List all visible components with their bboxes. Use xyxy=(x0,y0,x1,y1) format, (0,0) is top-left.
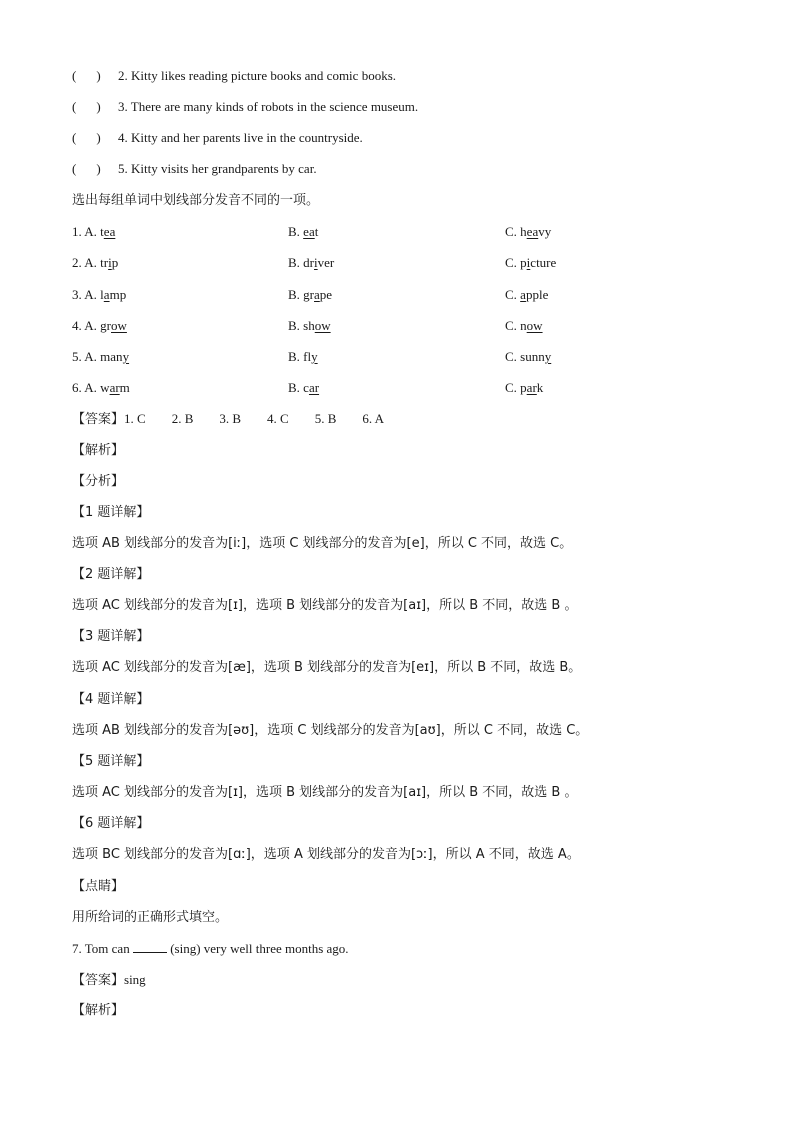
paren-left: ( xyxy=(72,99,77,114)
answer-item: 5. B xyxy=(314,411,337,426)
tf-item xyxy=(72,67,396,85)
tf-item xyxy=(72,98,418,116)
section-title-fill: 用所给词的正确形式填空。 xyxy=(72,910,229,925)
detail-text: 选项 AC 划线部分的发音为[æ]，选项 B 划线部分的发音为[eɪ]，所以 B 不同，故选 B。 xyxy=(72,660,582,675)
option-c: C. apple xyxy=(505,287,549,302)
underlined-part: y xyxy=(544,349,552,364)
detail-text: 选项 AC 划线部分的发音为[ɪ]，选项 B 划线部分的发音为[aɪ]，所以 B 不同，故选 B 。 xyxy=(72,598,578,613)
answer-item: 3. B xyxy=(219,411,242,426)
dianjing-heading: 【点睛】 xyxy=(72,879,125,894)
underlined-part: ea xyxy=(303,224,315,239)
option-c: C. heavy xyxy=(505,224,552,239)
detail-heading: 【6 题详解】 xyxy=(72,816,150,831)
option-a: 6. A. warm xyxy=(72,380,130,395)
answer-label: 【答案】 xyxy=(72,412,125,427)
option-a: 1. A. tea xyxy=(72,224,116,239)
paren-left: ( xyxy=(72,161,77,176)
answer-blank xyxy=(133,940,167,953)
underlined-part: y xyxy=(311,349,318,364)
answer-item: 4. C xyxy=(267,411,289,426)
underlined-part: ar xyxy=(308,380,320,395)
underlined-part: i xyxy=(314,255,318,270)
answer-label: 【答案】 xyxy=(72,973,125,988)
option-a: 4. A. grow xyxy=(72,318,127,333)
answer-item: 6. A xyxy=(362,411,385,426)
option-a: 2. A. trip xyxy=(72,255,119,270)
detail-heading: 【5 题详解】 xyxy=(72,754,150,769)
tf-item-text: 4. Kitty and her parents live in the countryside. xyxy=(118,130,363,145)
paren-right: ) xyxy=(96,68,101,83)
tf-item-text: 5. Kitty visits her grandparents by car. xyxy=(118,161,317,176)
underlined-part: a xyxy=(103,287,110,302)
option-b: B. eat xyxy=(288,224,319,239)
option-c: C. park xyxy=(505,380,544,395)
detail-heading: 【4 题详解】 xyxy=(72,692,150,707)
tf-item xyxy=(72,129,363,147)
underlined-part: ow xyxy=(314,318,331,333)
paren-right: ) xyxy=(96,161,101,176)
tf-item-text: 3. There are many kinds of robots in the science museum. xyxy=(118,99,419,114)
option-b: B. car xyxy=(288,380,320,395)
underlined-part: ow xyxy=(526,318,543,333)
detail-heading: 【2 题详解】 xyxy=(72,567,150,582)
option-a: 5. A. many xyxy=(72,349,130,364)
option-b: B. fly xyxy=(288,349,318,364)
question-7: 7. Tom can (sing) very well three months ago. xyxy=(72,941,349,956)
fenxi-heading: 【分析】 xyxy=(72,474,125,489)
option-c: C. picture xyxy=(505,255,557,270)
underlined-part: ea xyxy=(526,224,539,239)
tf-item xyxy=(72,160,317,178)
underlined-part: ow xyxy=(111,318,127,333)
jiexi-heading: 【解析】 xyxy=(72,1003,125,1018)
paren-right: ) xyxy=(96,99,101,114)
tf-item-text: 2. Kitty likes reading picture books and comic books. xyxy=(118,68,397,83)
q7-answer: sing xyxy=(124,972,146,987)
underlined-part: ea xyxy=(103,224,116,239)
underlined-part: ar xyxy=(526,380,537,395)
option-c: C. sunny xyxy=(505,349,552,364)
jiexi-heading: 【解析】 xyxy=(72,443,125,458)
underlined-part: i xyxy=(108,255,112,270)
detail-text: 选项 AC 划线部分的发音为[ɪ]，选项 B 划线部分的发音为[aɪ]，所以 B 不同，故选 B 。 xyxy=(72,785,578,800)
underlined-part: ar xyxy=(109,380,120,395)
option-c: C. now xyxy=(505,318,543,333)
q7-answer-line xyxy=(72,971,146,990)
detail-heading: 【1 题详解】 xyxy=(72,505,150,520)
detail-text: 选项 AB 划线部分的发音为[iː]，选项 C 划线部分的发音为[e]，所以 C 不同，故选 C。 xyxy=(72,536,573,551)
underlined-part: a xyxy=(314,287,320,302)
answer-item: 1. C xyxy=(124,411,146,426)
answer-line xyxy=(72,410,410,429)
detail-heading: 【3 题详解】 xyxy=(72,629,150,644)
underlined-part: i xyxy=(526,255,531,270)
option-b: B. driver xyxy=(288,255,335,270)
detail-text: 选项 BC 划线部分的发音为[ɑː]，选项 A 划线部分的发音为[ɔː]，所以 A 不同，故选 A。 xyxy=(72,847,580,862)
paren-left: ( xyxy=(72,130,77,145)
answer-item: 2. B xyxy=(171,411,194,426)
underlined-part: a xyxy=(520,287,526,302)
option-b: B. show xyxy=(288,318,331,333)
detail-text: 选项 AB 划线部分的发音为[əʊ]，选项 C 划线部分的发音为[aʊ]，所以 C 不同，故选 C。 xyxy=(72,723,589,738)
paren-left: ( xyxy=(72,68,77,83)
option-a: 3. A. lamp xyxy=(72,287,127,302)
paren-right: ) xyxy=(96,130,101,145)
option-b: B. grape xyxy=(288,287,333,302)
section-title-phonics: 选出每组单词中划线部分发音不同的一项。 xyxy=(72,193,320,208)
underlined-part: y xyxy=(122,349,130,364)
